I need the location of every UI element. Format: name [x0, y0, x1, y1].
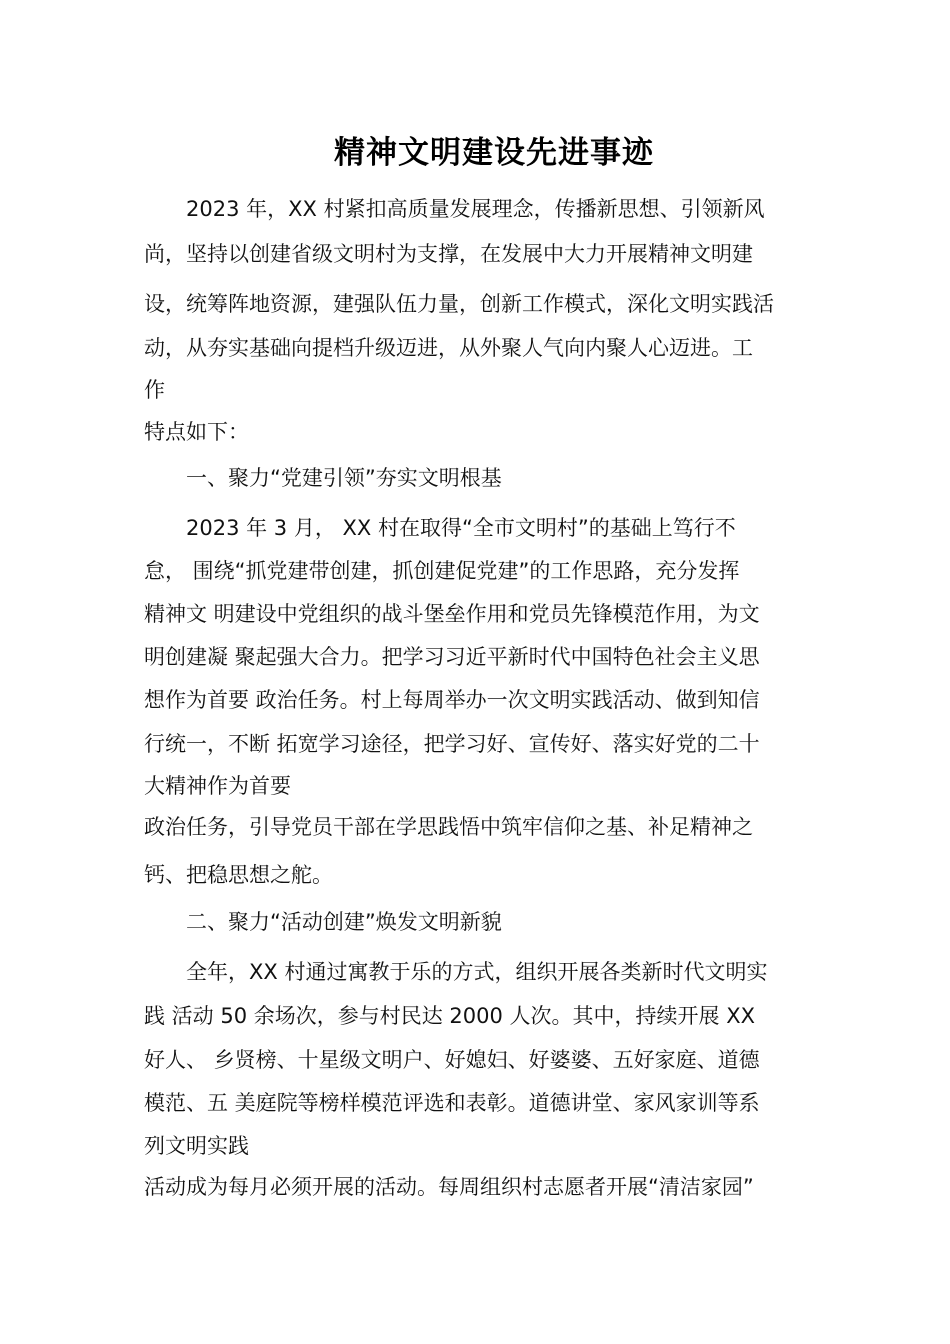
paragraph-line: 尚，坚持以创建省级文明村为支撑，在发展中大力开展精神文明建 [144, 242, 753, 266]
paragraph-line: 动，从夯实基础向提档升级迈进，从外聚人气向内聚人心迈进。工 [144, 336, 753, 360]
paragraph-line: 作 [144, 378, 165, 402]
paragraph-line: 行统一，不断 拓宽学习途径，把学习好、宣传好、落实好党的二十 [144, 732, 760, 756]
paragraph-line: 践 活动 50 余场次，参与村民达 2000 人次。其中，持续开展 XX [144, 1004, 755, 1028]
paragraph-line: 政治任务，引导党员干部在学思践悟中筑牢信仰之基、补足精神之 [144, 815, 753, 839]
document-title: 精神文明建设先进事迹 [334, 135, 654, 171]
paragraph-line: 2023 年 3 月， XX 村在取得“全市文明村”的基础上笃行不 [186, 516, 736, 540]
section-heading: 二、聚力“活动创建”焕发文明新貌 [186, 910, 502, 934]
paragraph-line: 大精神作为首要 [144, 774, 291, 798]
paragraph-line: 好人、 乡贤榜、十星级文明户、好媳妇、好婆婆、五好家庭、道德 [144, 1048, 760, 1072]
paragraph-line: 钙、把稳思想之舵。 [144, 863, 333, 887]
paragraph-line: 列文明实践 [144, 1134, 249, 1158]
paragraph-line: 2023 年，XX 村紧扣高质量发展理念，传播新思想、引领新风 [186, 197, 765, 221]
paragraph-line: 怠， 围绕“抓党建带创建，抓创建促党建”的工作思路，充分发挥 [144, 559, 740, 583]
section-heading: 一、聚力“党建引领”夯实文明根基 [186, 466, 502, 490]
paragraph-line: 设，统筹阵地资源，建强队伍力量，创新工作模式，深化文明实践活 [144, 292, 774, 316]
paragraph-line: 想作为首要 政治任务。村上每周举办一次文明实践活动、做到知信 [144, 688, 760, 712]
paragraph-line: 活动成为每月必须开展的活动。每周组织村志愿者开展“清洁家园” [144, 1175, 754, 1199]
paragraph-line: 精神文 明建设中党组织的战斗堡垒作用和党员先锋模范作用，为文 [144, 602, 760, 626]
paragraph-line: 模范、五 美庭院等榜样模范评选和表彰。道德讲堂、家风家训等系 [144, 1091, 760, 1115]
paragraph-line: 全年，XX 村通过寓教于乐的方式，组织开展各类新时代文明实 [186, 960, 768, 984]
paragraph-line: 特点如下： [144, 420, 249, 444]
paragraph-line: 明创建凝 聚起强大合力。把学习习近平新时代中国特色社会主义思 [144, 645, 760, 669]
